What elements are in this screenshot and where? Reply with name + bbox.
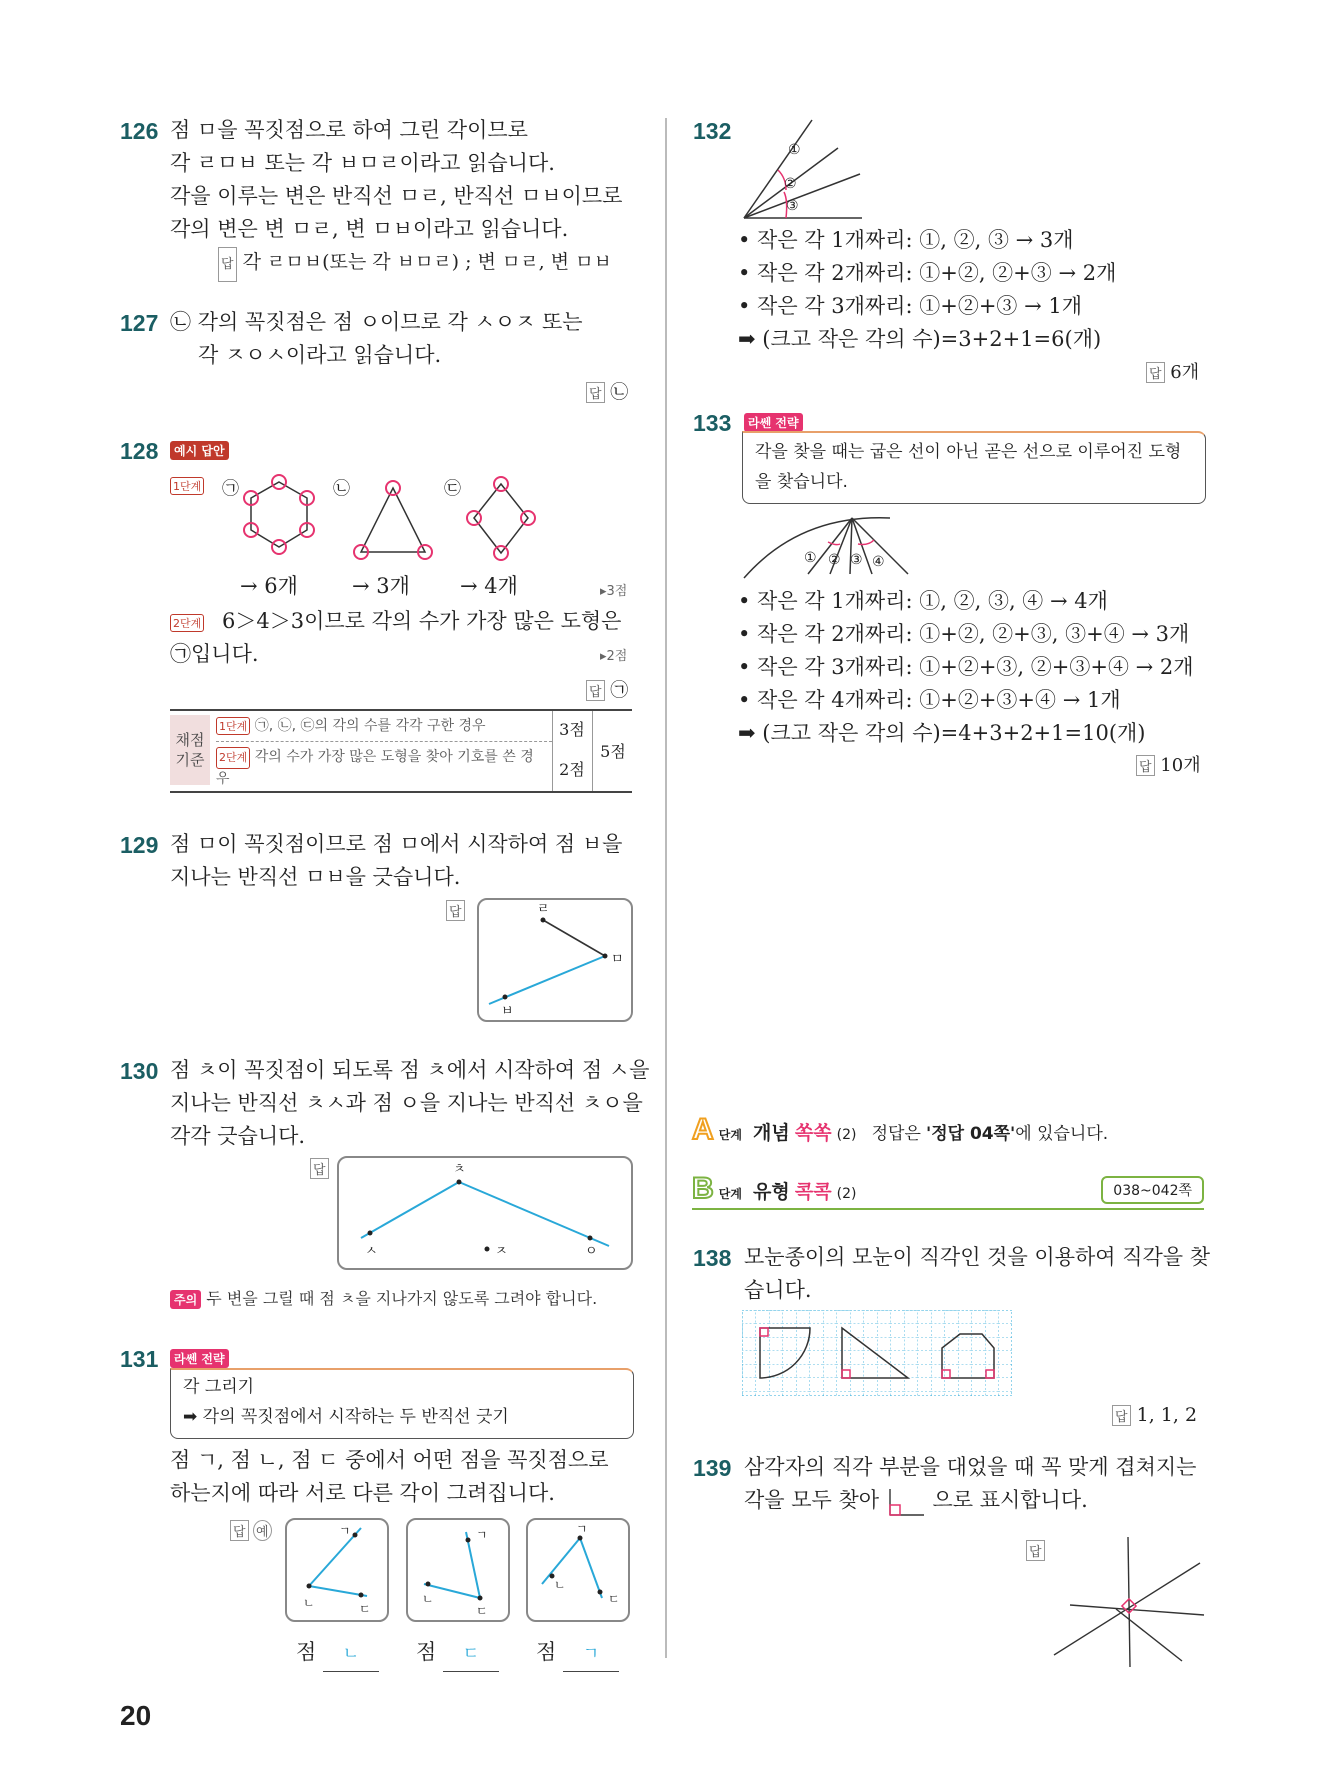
q132-answer-row [1146,358,1199,384]
q127-answer: ㉡ [610,382,629,403]
step2-badge: 2단계 [170,614,204,632]
triangle-shape [354,481,432,559]
q138-number: 138 [693,1245,732,1271]
q130-text [170,1054,649,1153]
section-a-text2: 에 있습니다. [1015,1124,1109,1144]
rubric-step: 2단계 [216,747,250,769]
point-label: ㄷ [359,1602,371,1616]
strategy-line: 을 찾습니다. [755,472,848,492]
answer-prefix: 점 [416,1640,437,1664]
q131-answer-label-wrap [230,1520,272,1541]
q127-answer-row [586,378,628,404]
q130-figure [337,1156,633,1270]
q128-answer-row [586,676,628,702]
caution-tag: 주의 [170,1290,201,1309]
q130-line: 지나는 반직선 ㅊㅅ과 점 ㅇ을 지나는 반직선 ㅊㅇ을 [170,1091,643,1115]
section-a-text: 정답은 [871,1124,921,1144]
angle-mark: ④ [872,554,885,570]
q128-step2-badge-wrap [170,612,204,632]
section-b-letter: B [692,1172,714,1205]
angle-mark: ③ [850,552,863,568]
point-label: ㅈ [495,1244,508,1259]
q126-line: 각 ㄹㅁㅂ 또는 각 ㅂㅁㄹ이라고 읽습니다. [170,151,555,175]
q131-figure-1 [285,1518,389,1622]
q131-number: 131 [120,1346,159,1372]
q138-grid-figure [742,1310,1012,1396]
q131-line: 하는지에 따라 서로 다른 각이 그려집니다. [170,1481,555,1505]
q131-answer-3 [536,1636,619,1672]
q139-line2b: 으로 표시합니다. [932,1488,1088,1512]
rubric-row-2 [216,747,546,789]
section-a-title: 개념 [753,1122,790,1144]
answer-label: 답 [230,1520,249,1541]
q130-answer-label-wrap [310,1158,329,1179]
q133-number: 133 [693,410,732,436]
point-label: ㅊ [453,1162,466,1177]
answer-blank: ㄷ [443,1638,499,1672]
q132-angle-figure [740,118,870,223]
point-label: ㄹ [537,902,550,917]
rubric-text: ㉠, ㉡, ㉢의 각의 수를 각각 구한 경우 [254,718,486,734]
section-b-step: 단계 [718,1187,742,1201]
q129-text [170,828,622,894]
point-label: ㅂ [501,1004,514,1019]
hexagon-shape [244,475,314,554]
q133-tag-wrap [744,412,803,432]
q128-step2-line: 6＞4＞3이므로 각의 수가 가장 많은 도형은 [222,609,622,633]
q131-answer-1 [296,1636,379,1672]
q128-step2-line: ㉠입니다. [170,642,259,666]
strategy-tag: 라쎈 전략 [170,1349,229,1368]
point-label: ㅁ [611,952,624,967]
q130-number: 130 [120,1058,159,1084]
q139-line2a: 각을 모두 찾아 [744,1488,880,1512]
section-a-letter: A [692,1113,714,1146]
point-label: ㄱ [339,1524,351,1538]
q139-number: 139 [693,1455,732,1481]
q131-figure-3 [526,1518,630,1622]
q128-step1-score: ▸3점 [600,584,628,599]
q128-tag-wrap [170,440,229,460]
answer-label: 답 [1112,1405,1131,1426]
q131-tag-wrap [170,1348,229,1368]
q131-line: 점 ㄱ, 점 ㄴ, 점 ㄷ 중에서 어떤 점을 꼭짓점으로 [170,1448,609,1472]
q128-answer: ㉠ [610,680,629,701]
angle-mark: ② [784,176,797,192]
q130-line: 각각 긋습니다. [170,1124,306,1148]
section-a-header [692,1115,1108,1145]
q138-line: 모눈종이의 모눈이 직각인 것을 이용하여 직각을 찾 [744,1245,1211,1269]
q126-number: 126 [120,118,159,144]
q139-text [744,1451,1196,1517]
q139-lines-figure [1050,1535,1210,1670]
q127-text [170,306,583,372]
strategy-line: ➡ 각의 꼭짓점에서 시작하는 두 반직선 긋기 [183,1407,509,1427]
q133-line: • 작은 각 3개짜리: ①+②+③, ②+③+④ → 2개 [738,655,1194,679]
q138-line: 습니다. [744,1278,812,1302]
q138-answer-row [1112,1404,1197,1426]
point-label: ㄴ [303,1596,315,1610]
answer-label: 답 [1146,362,1165,383]
point-label: ㄱ [476,1528,488,1542]
angle-mark: ② [828,552,841,568]
q133-strategy-box [742,431,1206,504]
q129-answer-label-wrap [446,900,465,921]
answer-prefix: 점 [296,1640,317,1664]
section-b-title: 유형 [753,1181,790,1203]
point-label: ㅇ [585,1244,598,1259]
point-label: ㄷ [476,1604,488,1618]
q132-line: ➡ (크고 작은 각의 수)=3+2+1=6(개) [738,327,1102,351]
q133-answer-row [1136,751,1201,777]
answer-label: 답 [1136,755,1155,776]
strategy-title: 각 그리기 [183,1377,255,1397]
rhombus-shape [467,477,535,560]
strategy-tag: 라쎈 전략 [744,413,803,432]
q131-strategy-box [170,1368,634,1439]
q126-line: 각을 이루는 변은 반직선 ㅁㄹ, 반직선 ㅁㅂ이므로 [170,184,623,208]
angle-mark: ③ [786,198,799,214]
angle-mark: ① [804,550,817,566]
rubric-text: 각의 수가 가장 많은 도형을 찾아 기호를 쓴 경우 [216,749,534,787]
answer-prefix: 점 [536,1640,557,1664]
point-label: ㄷ [608,1592,620,1606]
q127-line: ㉡ 각의 꼭짓점은 점 ㅇ이므로 각 ㅅㅇㅈ 또는 [170,310,583,334]
answer-blank: ㄴ [323,1638,379,1672]
q133-line: • 작은 각 1개짜리: ①, ②, ③, ④ → 4개 [738,589,1108,613]
q129-number: 129 [120,832,159,858]
section-b-title2: 콕콕 [794,1181,832,1203]
answer-label: 답 [586,680,605,701]
q139-line: 삼각자의 직각 부분을 대었을 때 꼭 맞게 겹쳐지는 [744,1455,1197,1479]
q128-step2-score: ▸2점 [600,649,628,664]
q128-label-c: ㉢ [444,479,461,499]
q128-label-a: ㉠ [222,479,239,499]
q133-angle-figure [740,512,920,582]
section-a-title2: 쏙쏙 [794,1122,832,1144]
rubric-total: 5점 [600,742,626,761]
q128-rubric-table [170,709,632,793]
q132-line: • 작은 각 3개짜리: ①+②+③ → 1개 [738,294,1083,318]
right-angle-mark-icon [886,1487,926,1517]
q131-figure-1-svg [287,1520,387,1620]
q131-answer-2 [416,1636,499,1672]
q132-answer: 6개 [1170,362,1200,383]
q139-answer-label-wrap [1026,1540,1045,1561]
section-a-paren: (2) [836,1127,857,1143]
q128-step1-badge-wrap [170,475,204,495]
q133-text [738,585,1194,750]
rubric-score-1: 3점 [559,720,585,739]
example-answer-tag: 예시 답안 [170,441,229,460]
q133-line: ➡ (크고 작은 각의 수)=4+3+2+1=10(개) [738,721,1146,745]
section-a-step: 단계 [718,1128,742,1142]
strategy-line: 각을 찾을 때는 굽은 선이 아닌 곧은 선으로 이루어진 도형 [755,442,1182,462]
q126-line: 각의 변은 변 ㅁㄹ, 변 ㅁㅂ이라고 읽습니다. [170,217,569,241]
q126-answer-row [218,246,612,282]
point-label: ㄱ [576,1522,588,1536]
q127-line: 각 ㅈㅇㅅ이라고 읽습니다. [198,343,442,367]
caution-text: 두 변을 그릴 때 점 ㅊ을 지나가지 않도록 그려야 합니다. [206,1289,598,1308]
rubric-row-1 [216,715,546,735]
q131-text [170,1444,609,1510]
q129-line: 점 ㅁ이 꼭짓점이므로 점 ㅁ에서 시작하여 점 ㅂ을 [170,832,623,856]
rubric-title: 채점 기준 [170,715,210,785]
q128-count-c: → 4개 [460,574,518,598]
q133-answer: 10개 [1160,755,1201,776]
column-divider [665,118,667,1658]
q127-number: 127 [120,310,159,336]
q126-answer: 각 ㄹㅁㅂ(또는 각 ㅂㅁㄹ) ; 변 ㅁㄹ, 변 ㅁㅂ [242,251,612,273]
q130-line: 점 ㅊ이 꼭짓점이 되도록 점 ㅊ에서 시작하여 점 ㅅ을 [170,1058,650,1082]
rubric-score-2: 2점 [559,760,585,779]
answer-label: 답 [586,382,605,403]
q139-line2 [744,1484,1196,1517]
q129-line: 지나는 반직선 ㅁㅂ을 긋습니다. [170,865,461,889]
q128-count-b: → 3개 [352,574,410,598]
q132-number: 132 [693,118,732,144]
q133-line: • 작은 각 4개짜리: ①+②+③+④ → 1개 [738,688,1121,712]
answer-label: 답 [1026,1540,1045,1561]
point-label: ㄴ [422,1592,434,1606]
rubric-step: 1단계 [216,717,250,735]
q128-count-a: → 6개 [240,574,298,598]
q128-number: 128 [120,438,159,464]
q132-text [738,224,1116,356]
q132-line: • 작은 각 2개짜리: ①+②, ②+③ → 2개 [738,261,1117,285]
answer-label: 답 [218,247,237,282]
page-number: 20 [120,1700,152,1731]
point-label: ㄴ [554,1578,566,1592]
section-b-header [692,1172,1204,1210]
q132-line: • 작은 각 1개짜리: ①, ②, ③ → 3개 [738,228,1074,252]
section-a-bold: '정답 04쪽' [925,1124,1016,1144]
q128-shapes-figure [230,470,550,570]
q126-text [170,114,622,246]
example-mark: 예 [253,1520,272,1541]
q133-line: • 작은 각 2개짜리: ①+②, ②+③, ③+④ → 3개 [738,622,1190,646]
q129-figure [477,898,633,1022]
step1-badge: 1단계 [170,477,204,495]
answer-label: 답 [310,1158,329,1179]
angle-mark: ① [788,142,801,158]
q138-text [744,1241,1210,1307]
answer-blank: ㄱ [563,1638,619,1672]
point-label: ㅅ [365,1244,378,1259]
answer-label: 답 [446,900,465,921]
q138-answer: 1, 1, 2 [1136,1404,1198,1426]
q126-line: 점 ㅁ을 꼭짓점으로 하여 그린 각이므로 [170,118,528,142]
q131-figure-2 [406,1518,510,1622]
q128-label-b: ㉡ [333,479,350,499]
q130-caution [170,1286,597,1309]
section-b-pages: 038~042쪽 [1101,1176,1204,1204]
section-b-paren: (2) [836,1186,857,1202]
